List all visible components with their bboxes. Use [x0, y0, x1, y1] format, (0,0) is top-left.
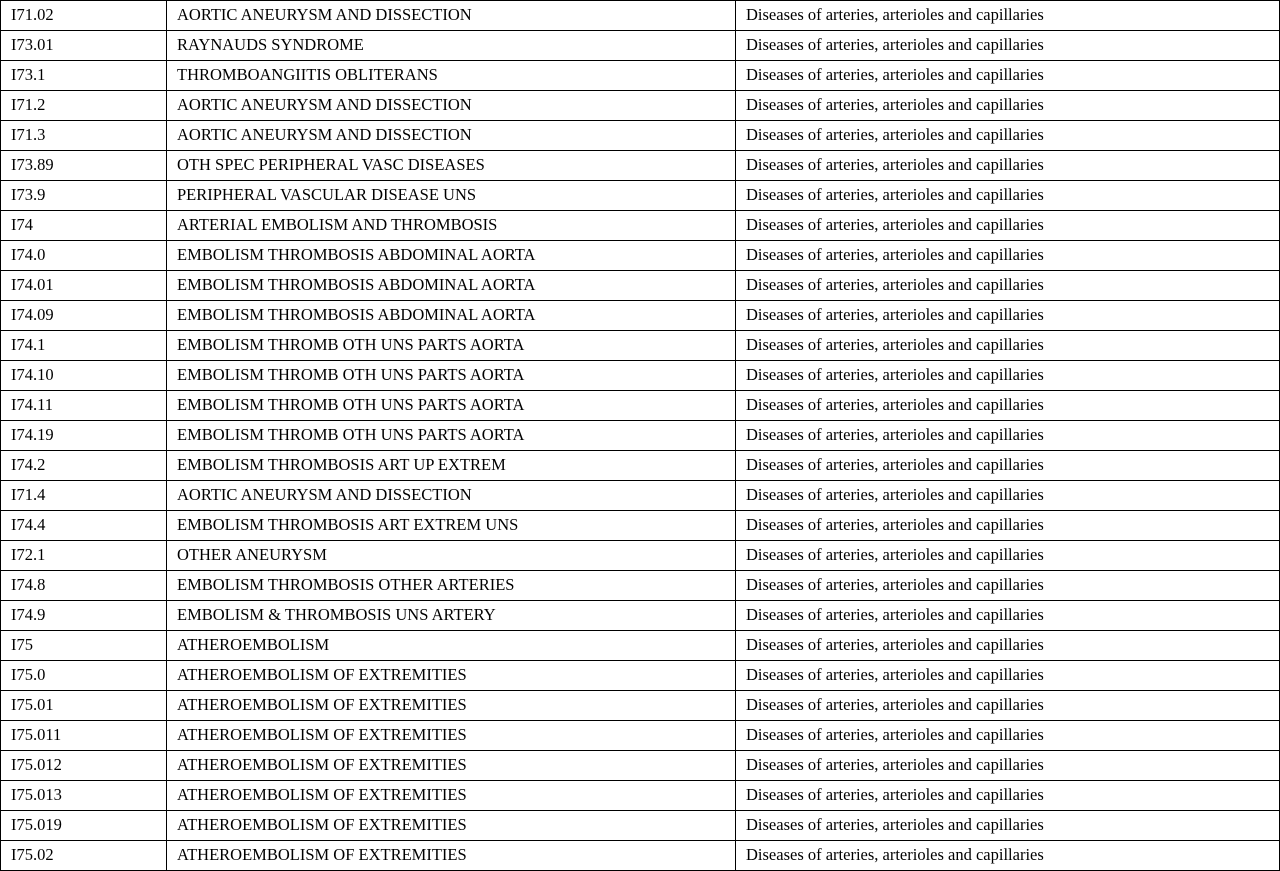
table-row — [1, 331, 1280, 361]
description-cell: ATHEROEMBOLISM OF EXTREMITIES — [167, 841, 736, 871]
category-cell: Diseases of arteries, arterioles and capillaries — [736, 391, 1280, 421]
table-row — [1, 181, 1280, 211]
description-cell: EMBOLISM THROMB OTH UNS PARTS AORTA — [167, 391, 736, 421]
category-cell: Diseases of arteries, arterioles and capillaries — [736, 721, 1280, 751]
category-cell: Diseases of arteries, arterioles and capillaries — [736, 211, 1280, 241]
code-cell: I75.012 — [1, 751, 167, 781]
category-cell: Diseases of arteries, arterioles and capillaries — [736, 631, 1280, 661]
code-cell: I71.02 — [1, 1, 167, 31]
category-cell: Diseases of arteries, arterioles and capillaries — [736, 241, 1280, 271]
table-row — [1, 751, 1280, 781]
category-cell: Diseases of arteries, arterioles and capillaries — [736, 421, 1280, 451]
description-cell: AORTIC ANEURYSM AND DISSECTION — [167, 481, 736, 511]
code-cell: I71.3 — [1, 121, 167, 151]
description-cell: OTHER ANEURYSM — [167, 541, 736, 571]
code-cell: I74.8 — [1, 571, 167, 601]
table-row — [1, 781, 1280, 811]
table-row — [1, 481, 1280, 511]
code-cell: I71.2 — [1, 91, 167, 121]
table-row — [1, 31, 1280, 61]
table-row — [1, 541, 1280, 571]
category-cell: Diseases of arteries, arterioles and capillaries — [736, 571, 1280, 601]
category-cell: Diseases of arteries, arterioles and capillaries — [736, 751, 1280, 781]
code-cell: I72.1 — [1, 541, 167, 571]
code-cell: I75.01 — [1, 691, 167, 721]
code-cell: I75.013 — [1, 781, 167, 811]
table-body — [1, 1, 1280, 871]
table-row — [1, 811, 1280, 841]
category-cell: Diseases of arteries, arterioles and capillaries — [736, 301, 1280, 331]
code-cell: I73.1 — [1, 61, 167, 91]
description-cell: EMBOLISM & THROMBOSIS UNS ARTERY — [167, 601, 736, 631]
category-cell: Diseases of arteries, arterioles and capillaries — [736, 91, 1280, 121]
description-cell: EMBOLISM THROMB OTH UNS PARTS AORTA — [167, 421, 736, 451]
category-cell: Diseases of arteries, arterioles and capillaries — [736, 811, 1280, 841]
description-cell: EMBOLISM THROMBOSIS OTHER ARTERIES — [167, 571, 736, 601]
code-cell: I73.9 — [1, 181, 167, 211]
category-cell: Diseases of arteries, arterioles and capillaries — [736, 841, 1280, 871]
code-cell: I74.9 — [1, 601, 167, 631]
code-cell: I75.011 — [1, 721, 167, 751]
table-row — [1, 361, 1280, 391]
category-cell: Diseases of arteries, arterioles and capillaries — [736, 781, 1280, 811]
description-cell: ARTERIAL EMBOLISM AND THROMBOSIS — [167, 211, 736, 241]
code-cell: I74.11 — [1, 391, 167, 421]
description-cell: ATHEROEMBOLISM OF EXTREMITIES — [167, 781, 736, 811]
description-cell: ATHEROEMBOLISM OF EXTREMITIES — [167, 661, 736, 691]
code-cell: I74.1 — [1, 331, 167, 361]
description-cell: ATHEROEMBOLISM OF EXTREMITIES — [167, 721, 736, 751]
code-cell: I74.09 — [1, 301, 167, 331]
category-cell: Diseases of arteries, arterioles and capillaries — [736, 1, 1280, 31]
table-row — [1, 721, 1280, 751]
description-cell: EMBOLISM THROMBOSIS ART UP EXTREM — [167, 451, 736, 481]
description-cell: ATHEROEMBOLISM OF EXTREMITIES — [167, 751, 736, 781]
table-row — [1, 661, 1280, 691]
table-row — [1, 1, 1280, 31]
table-row — [1, 241, 1280, 271]
description-cell: ATHEROEMBOLISM — [167, 631, 736, 661]
table-row — [1, 211, 1280, 241]
description-cell: EMBOLISM THROMBOSIS ABDOMINAL AORTA — [167, 301, 736, 331]
table-row — [1, 571, 1280, 601]
table-row — [1, 451, 1280, 481]
table-row — [1, 61, 1280, 91]
description-cell: EMBOLISM THROMBOSIS ABDOMINAL AORTA — [167, 271, 736, 301]
code-cell: I73.89 — [1, 151, 167, 181]
description-cell: AORTIC ANEURYSM AND DISSECTION — [167, 91, 736, 121]
category-cell: Diseases of arteries, arterioles and capillaries — [736, 511, 1280, 541]
table-row — [1, 271, 1280, 301]
category-cell: Diseases of arteries, arterioles and capillaries — [736, 451, 1280, 481]
table-row — [1, 691, 1280, 721]
code-cell: I71.4 — [1, 481, 167, 511]
table-row — [1, 151, 1280, 181]
table-row — [1, 631, 1280, 661]
code-cell: I75 — [1, 631, 167, 661]
category-cell: Diseases of arteries, arterioles and capillaries — [736, 361, 1280, 391]
table-row — [1, 421, 1280, 451]
description-cell: EMBOLISM THROMBOSIS ART EXTREM UNS — [167, 511, 736, 541]
category-cell: Diseases of arteries, arterioles and capillaries — [736, 181, 1280, 211]
category-cell: Diseases of arteries, arterioles and capillaries — [736, 481, 1280, 511]
table-row — [1, 391, 1280, 421]
description-cell: PERIPHERAL VASCULAR DISEASE UNS — [167, 181, 736, 211]
description-cell: EMBOLISM THROMBOSIS ABDOMINAL AORTA — [167, 241, 736, 271]
description-cell: RAYNAUDS SYNDROME — [167, 31, 736, 61]
table-row — [1, 121, 1280, 151]
description-cell: ATHEROEMBOLISM OF EXTREMITIES — [167, 691, 736, 721]
category-cell: Diseases of arteries, arterioles and capillaries — [736, 691, 1280, 721]
code-cell: I74.2 — [1, 451, 167, 481]
code-cell: I74.10 — [1, 361, 167, 391]
table-row — [1, 841, 1280, 871]
description-cell: OTH SPEC PERIPHERAL VASC DISEASES — [167, 151, 736, 181]
code-cell: I74.0 — [1, 241, 167, 271]
code-cell: I74.19 — [1, 421, 167, 451]
table-row — [1, 91, 1280, 121]
code-cell: I75.02 — [1, 841, 167, 871]
code-cell: I74.01 — [1, 271, 167, 301]
code-cell: I73.01 — [1, 31, 167, 61]
category-cell: Diseases of arteries, arterioles and capillaries — [736, 601, 1280, 631]
category-cell: Diseases of arteries, arterioles and capillaries — [736, 331, 1280, 361]
category-cell: Diseases of arteries, arterioles and capillaries — [736, 31, 1280, 61]
description-cell: EMBOLISM THROMB OTH UNS PARTS AORTA — [167, 361, 736, 391]
table-row — [1, 601, 1280, 631]
code-cell: I75.0 — [1, 661, 167, 691]
category-cell: Diseases of arteries, arterioles and capillaries — [736, 61, 1280, 91]
category-cell: Diseases of arteries, arterioles and capillaries — [736, 541, 1280, 571]
category-cell: Diseases of arteries, arterioles and capillaries — [736, 121, 1280, 151]
table-row — [1, 301, 1280, 331]
category-cell: Diseases of arteries, arterioles and capillaries — [736, 151, 1280, 181]
code-cell: I74.4 — [1, 511, 167, 541]
description-cell: AORTIC ANEURYSM AND DISSECTION — [167, 1, 736, 31]
category-cell: Diseases of arteries, arterioles and capillaries — [736, 661, 1280, 691]
description-cell: ATHEROEMBOLISM OF EXTREMITIES — [167, 811, 736, 841]
code-cell: I74 — [1, 211, 167, 241]
description-cell: THROMBOANGIITIS OBLITERANS — [167, 61, 736, 91]
category-cell: Diseases of arteries, arterioles and capillaries — [736, 271, 1280, 301]
table-row — [1, 511, 1280, 541]
description-cell: EMBOLISM THROMB OTH UNS PARTS AORTA — [167, 331, 736, 361]
code-cell: I75.019 — [1, 811, 167, 841]
description-cell: AORTIC ANEURYSM AND DISSECTION — [167, 121, 736, 151]
